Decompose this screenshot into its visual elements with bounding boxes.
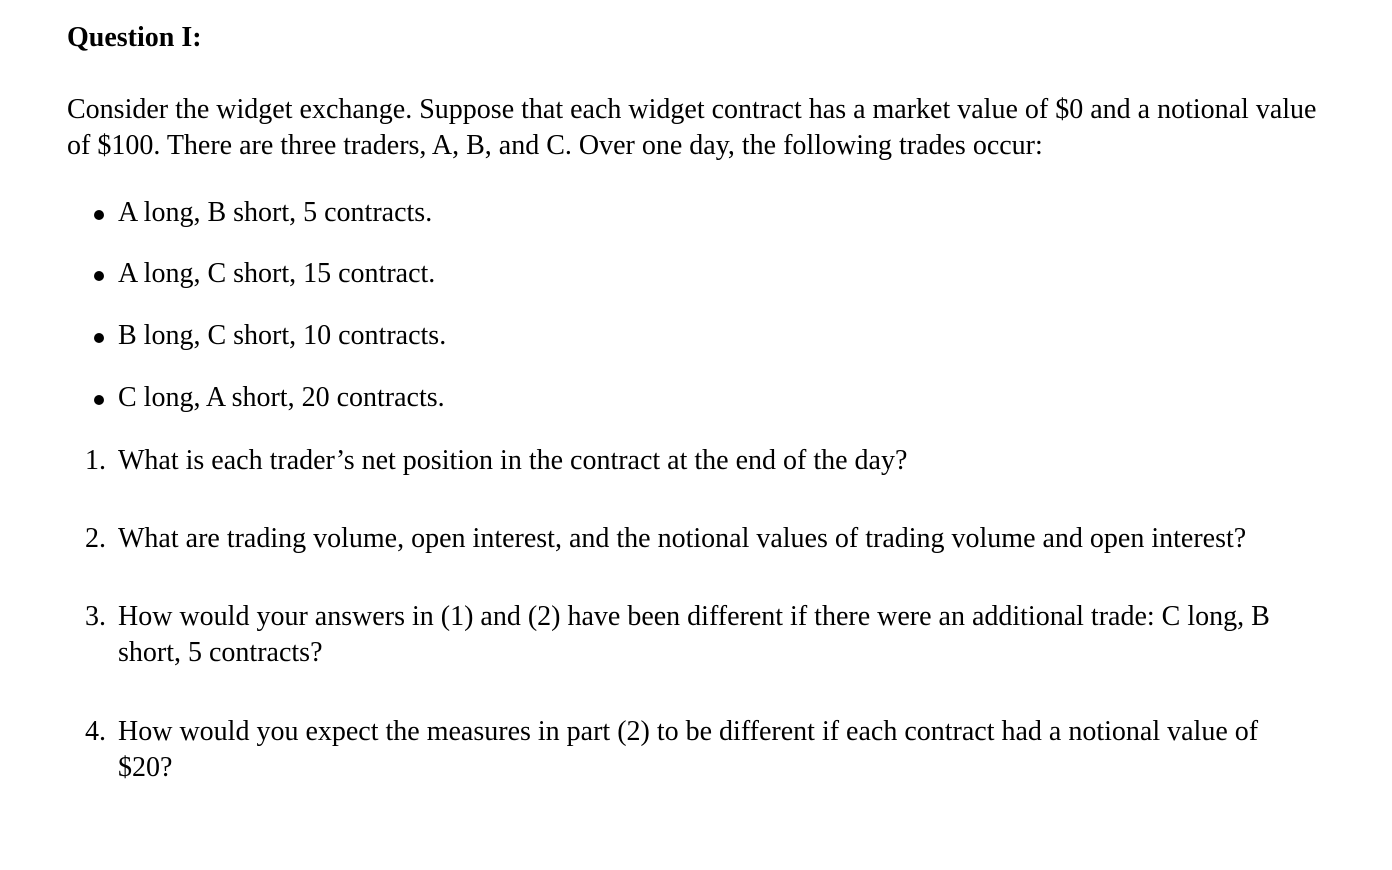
bullet-icon	[94, 210, 104, 220]
trade-item	[118, 195, 432, 231]
trade-text: C long, A short, 20 contracts.	[118, 382, 445, 413]
trade-text: A long, C short, 15 contract.	[118, 258, 436, 289]
question-heading: Question I:	[67, 22, 202, 53]
question-item	[85, 521, 1318, 557]
trade-item	[118, 380, 445, 416]
question-text: What is each trader’s net position in the contract at the end of the day?	[118, 445, 908, 476]
question-number: 4.	[85, 716, 106, 747]
question-text: How would you expect the measures in part (2) to be different if each contract had a notional value of $20?	[118, 716, 1259, 783]
question-text: What are trading volume, open interest, and the notional values of trading volume and open interest?	[118, 523, 1247, 554]
question-item	[85, 714, 1318, 786]
question-text: How would your answers in (1) and (2) have been different if there were an additional trade: C long, B short, 5 contracts?	[118, 601, 1270, 668]
question-item	[85, 443, 1318, 479]
bullet-icon	[94, 395, 104, 405]
question-number: 2.	[85, 523, 106, 554]
trade-text: B long, C short, 10 contracts.	[118, 320, 447, 351]
question-number: 3.	[85, 601, 106, 632]
question-item	[85, 599, 1318, 671]
trade-text: A long, B short, 5 contracts.	[118, 197, 433, 228]
bullet-icon	[94, 271, 104, 281]
bullet-icon	[94, 333, 104, 343]
trade-item	[118, 318, 446, 354]
trade-item	[118, 256, 435, 292]
question-number: 1.	[85, 445, 106, 476]
intro-paragraph: Consider the widget exchange. Suppose that each widget contract has a market value of $0 and a notional value of $100. There are three traders, A, B, and C. Over one day, the following trades occur:	[67, 94, 1317, 161]
